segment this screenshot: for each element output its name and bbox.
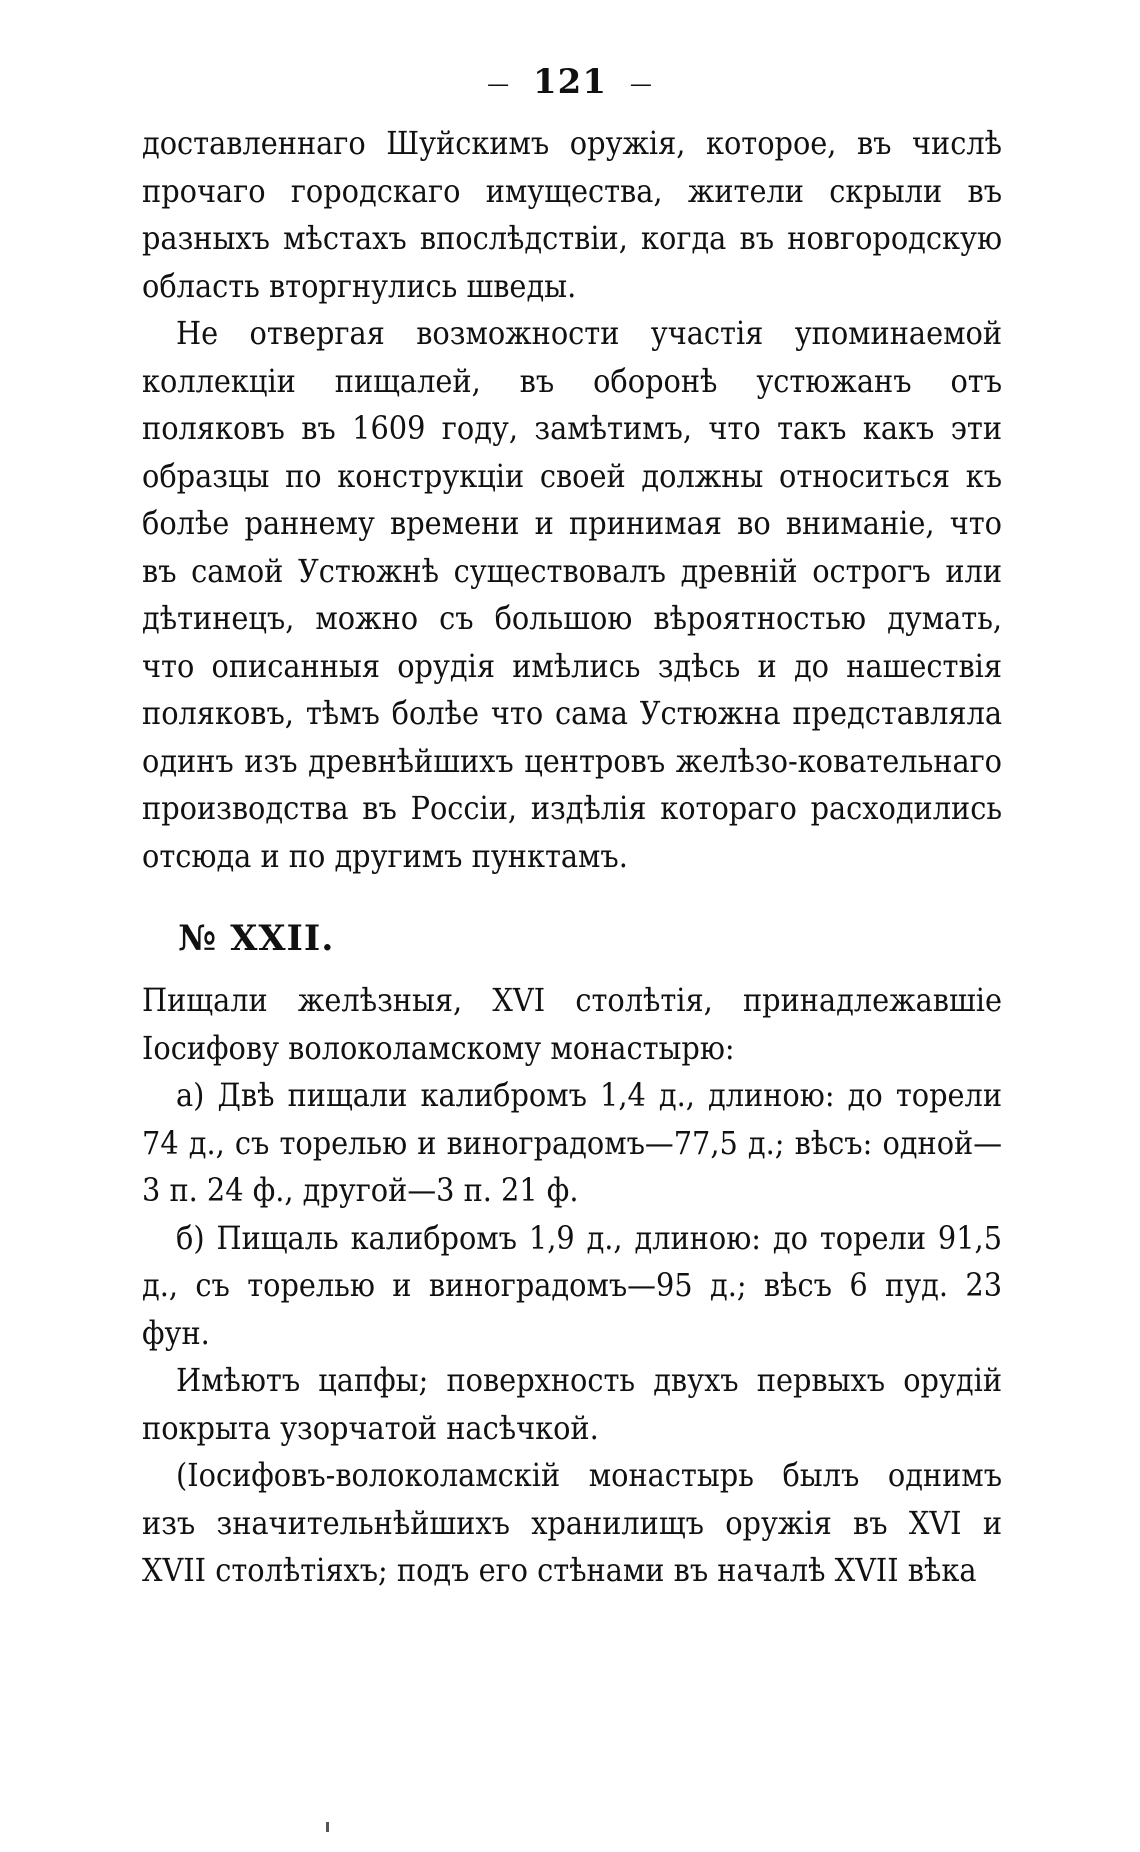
paragraph-continuation: доставленнаго Шуйскимъ оружія, которое, въ числѣ прочаго городскаго имущества, жители скрыли въ разныхъ мѣстахъ впослѣдствіи, когда въ новгородскую область вторгнулись шведы.	[142, 124, 1002, 305]
page-header	[0, 62, 1140, 102]
paragraph-discussion: Не отвергая возможности участія упоминаемой коллекціи пищалей, въ оборонѣ устюжанъ отъ поляковъ въ 1609 году, замѣтимъ, что такъ какъ эти образцы по конструкціи своей должны относиться къ болѣе раннему времени и принимая во вниманіе, что въ самой Устюжнѣ существовалъ древній острогъ или дѣтинецъ, можно съ большою вѣроятностью думать, что описанныя орудія имѣлись здѣсь и до нашествія поляковъ, тѣмъ болѣе что сама Устюжна представляла одинъ изъ древнѣйшихъ центровъ желѣзо-ковательнаго производства въ Россіи, издѣлія котораго расходились отсюда и по другимъ пунктамъ.	[142, 314, 1002, 875]
header-dash-left: —	[487, 71, 511, 97]
print-mark	[326, 1822, 329, 1832]
text-block-continuation	[142, 120, 1002, 880]
item-title-paragraph: Пищали желѣзныя, XVI столѣтія, принадлежавшіе Іосифову волоколамскому монастырю:	[142, 981, 1002, 1067]
text-block-item-description	[142, 977, 1002, 1595]
features-paragraph: Имѣютъ цапфы; поверхность двухъ первыхъ орудій покрыта узорчатой насѣчкой.	[142, 1361, 1002, 1447]
item-b-paragraph: б) Пищаль калибромъ 1,9 д., длиною: до торели 91,5 д., съ торелью и виноградомъ—95 д.; вѣсъ 6 пуд. 23 фун.	[142, 1218, 1002, 1352]
page-number: 121	[533, 62, 607, 102]
item-a-paragraph: а) Двѣ пищали калибромъ 1,4 д., длиною: до торели 74 д., съ торелью и виноградомъ—77,5 д.; вѣсъ: одной—3 п. 24 ф., другой—3 п. 21 ф.	[142, 1076, 1002, 1209]
section-heading: № XXII.	[178, 918, 335, 959]
history-paragraph: (Іосифовъ-волоколамскій монастырь былъ однимъ изъ значительнѣйшихъ хранилищъ оружія въ XVI и XVII столѣтіяхъ; подъ его стѣнами въ началѣ XVII вѣка	[142, 1456, 1002, 1589]
header-dash-right: —	[629, 71, 653, 97]
